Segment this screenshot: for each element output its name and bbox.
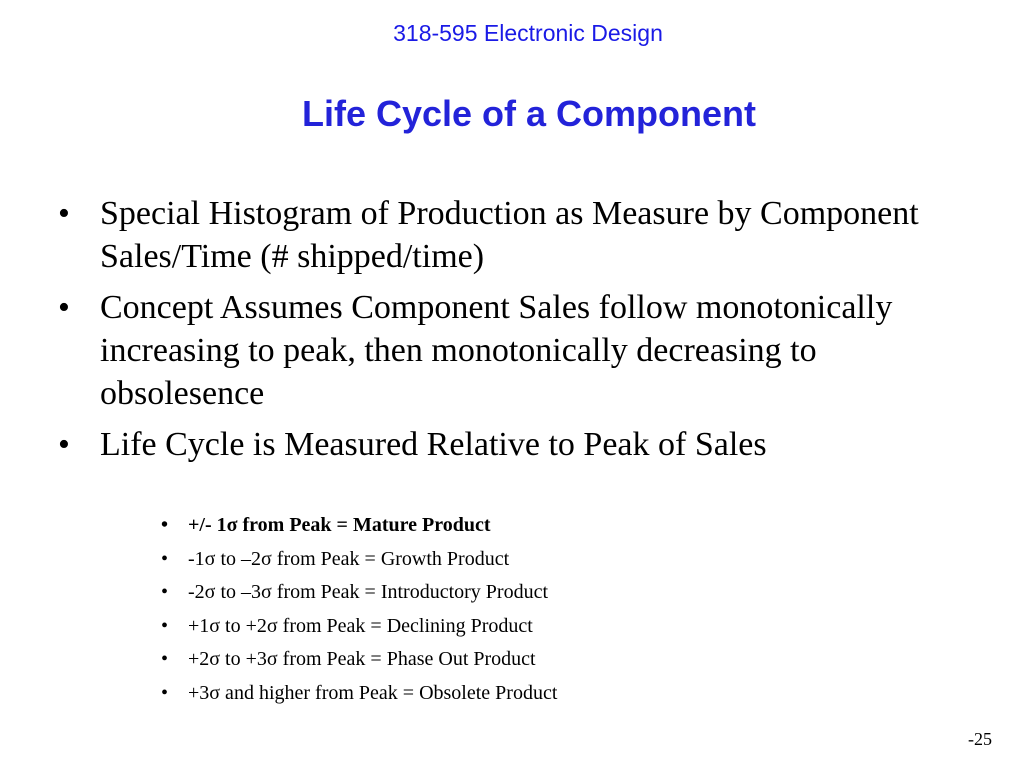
page-number: -25 [968,729,992,749]
sub-bullet-item [161,677,861,711]
sub-bullet-text: -2σ to –3σ from Peak = Introductory Product [188,581,548,603]
main-bullet-text: Life Cycle is Measured Relative to Peak of Sales [100,426,767,463]
sub-bullet-item [161,543,861,577]
sub-bullet-text: -1σ to –2σ from Peak = Growth Product [188,547,510,570]
bullet-icon: • [58,289,70,326]
course-header: 318-595 Electronic Design [393,20,663,46]
sub-bullet-item [161,576,861,610]
bullet-icon: • [161,648,169,670]
bullet-icon: • [161,514,169,536]
bullet-icon: • [58,426,70,463]
sub-bullet-item [161,610,861,644]
bullet-icon: • [161,614,169,637]
bullet-icon: • [161,547,169,570]
main-bullet-item [58,423,958,466]
sub-bullet-text: +/- 1σ from Peak = Mature Product [188,514,491,536]
sub-bullet-text: +1σ to +2σ from Peak = Declining Product [188,614,533,637]
bullet-icon: • [161,581,169,603]
sub-bullet-text: +2σ to +3σ from Peak = Phase Out Product [188,648,536,670]
sub-bullet-item [161,509,861,543]
main-bullet-text: Concept Assumes Component Sales follow monotonically increasing to peak, then monotonically decreasing to obsolesence [100,289,893,412]
bullet-icon: • [161,681,169,704]
sub-bullet-item [161,643,861,677]
main-bullet-item [58,286,958,415]
sub-bullet-text: +3σ and higher from Peak = Obsolete Product [188,681,558,704]
main-bullet-item [58,192,958,278]
bullet-icon: • [58,195,70,232]
main-bullet-list [58,192,958,474]
slide-title: Life Cycle of a Component [301,93,757,134]
main-bullet-text: Special Histogram of Production as Measure by Component Sales/Time (# shipped/time) [100,195,919,275]
sub-bullet-list [161,509,861,710]
